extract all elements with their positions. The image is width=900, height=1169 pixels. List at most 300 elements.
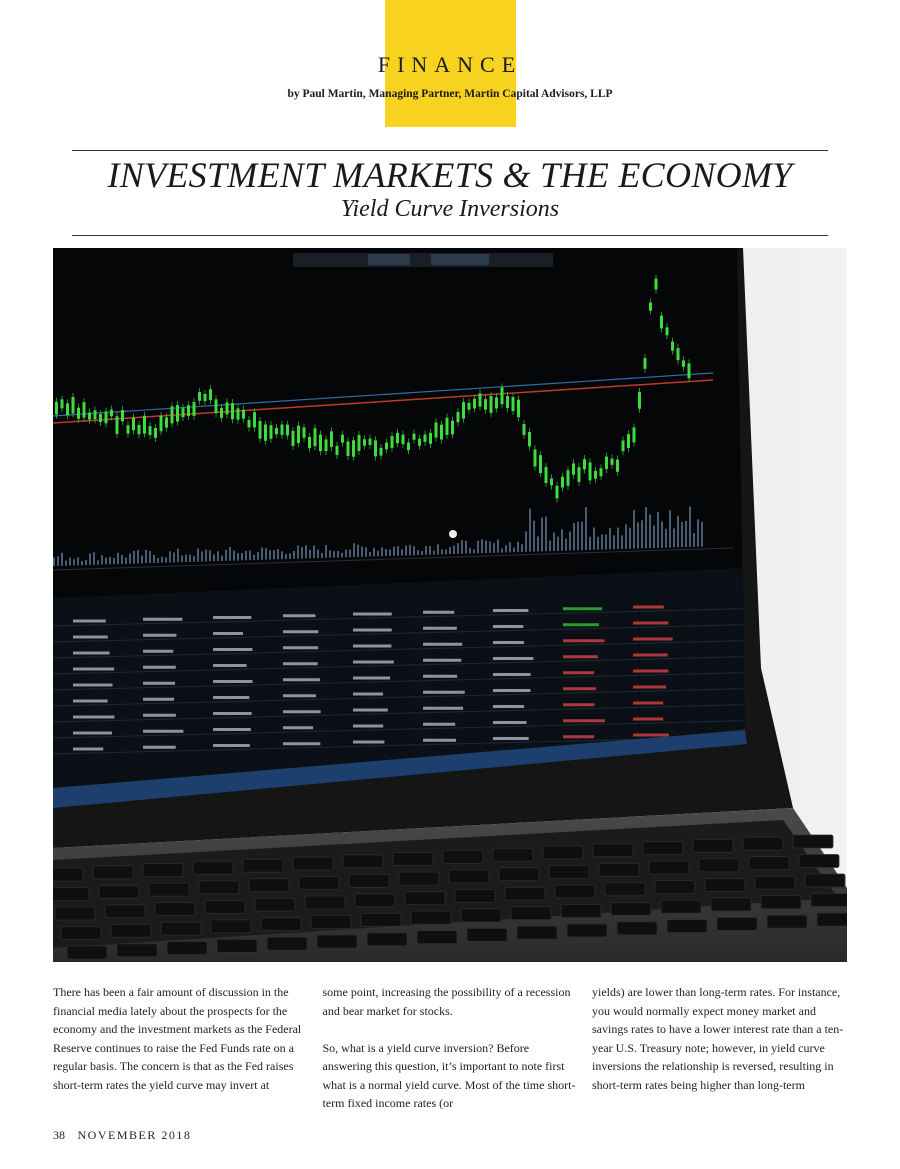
volume-bar [153,555,155,563]
volume-bar [601,535,603,550]
laptop-stock-chart-photo [53,248,847,962]
volume-bar [385,549,387,556]
table-cell [633,606,664,609]
candle [655,279,658,290]
volume-bar [465,541,467,554]
volume-bar [473,549,475,553]
volume-bar [529,509,531,552]
candle [468,403,471,410]
article-subtitle: Yield Curve Inversions [340,196,560,222]
keyboard-key [343,855,383,868]
article-body [53,983,847,1113]
volume-bar [413,546,415,555]
volume-bar [237,553,239,560]
candle [341,435,344,443]
keyboard-key [349,874,389,887]
candle [110,410,113,417]
candle [116,416,119,434]
table-cell [213,744,250,747]
table-cell [493,609,528,612]
volume-bar [649,515,651,549]
candle [99,414,102,422]
candle [666,327,669,335]
candle [187,405,190,416]
table-cell [73,652,110,655]
table-cell [633,638,673,641]
volume-bar [217,551,219,561]
keyboard-key [743,837,783,850]
table-cell [283,662,318,665]
keyboard-key [443,850,483,863]
volume-bar [549,541,551,551]
table-cell [633,654,668,657]
volume-bar [665,529,667,548]
volume-bar [453,546,455,554]
table-cell [283,614,315,617]
table-cell [563,719,605,722]
candle [171,406,174,423]
table-cell [563,623,599,626]
volume-bar [597,537,599,550]
keyboard-key [111,924,151,937]
volume-bar [537,536,539,551]
candle [231,403,234,419]
volume-bar [489,541,491,553]
volume-bar [197,548,199,561]
volume-bar [149,551,151,563]
volume-bar [253,555,255,560]
table-cell [633,718,663,721]
candle [424,435,427,442]
candle [567,470,570,485]
candle [638,392,641,409]
volume-bar [249,550,251,560]
candle [649,303,652,311]
table-cell [73,668,114,671]
keyboard-key [399,872,439,885]
table-cell [353,677,390,680]
keyboard-key [505,887,545,900]
candle [121,410,124,421]
candle [94,410,97,419]
candle [259,421,262,439]
candle [363,439,366,445]
volume-bar [481,539,483,553]
keyboard-key [555,885,595,898]
volume-bar [697,519,699,546]
candle [253,412,256,427]
candle [380,448,383,456]
candle [198,392,201,401]
table-cell [143,682,175,685]
volume-bar [317,550,319,558]
candle [644,358,647,369]
volume-bar [617,528,619,549]
keyboard-key [711,898,751,911]
table-cell [353,629,392,632]
volume-bar [89,554,91,565]
table-cell [143,730,183,733]
keyboard-key [417,931,457,944]
volume-bar [641,520,643,548]
keyboard-key [143,864,183,877]
table-cell [563,655,598,658]
keyboard-key [499,868,539,881]
table-cell [73,684,112,687]
candle [589,462,592,480]
keyboard-key [805,874,845,887]
keyboard-key [567,924,607,937]
candle [303,427,306,437]
volume-bar [157,558,159,563]
volume-bar [369,552,371,557]
candle [451,421,454,435]
volume-bar [417,550,419,555]
keyboard-key [261,918,301,931]
volume-bar [521,544,523,552]
volume-bar [209,550,211,561]
column-2 [323,983,578,1113]
volume-bar [333,551,335,557]
candle [396,433,399,443]
volume-bar [461,540,463,554]
keyboard-key [599,863,639,876]
volume-bar [177,549,179,563]
volume-bar [517,542,519,552]
volume-bar [561,529,563,550]
candle [182,408,185,417]
candle [677,348,680,360]
table-cell [283,742,320,745]
table-cell [423,739,456,742]
volume-bar [349,550,351,557]
keyboard-key [461,909,501,922]
candle [242,410,245,419]
volume-bar [285,554,287,559]
volume-bar [681,522,683,547]
volume-bar [469,548,471,554]
table-cell [563,607,602,610]
volume-bar [273,550,275,559]
volume-bar [281,551,283,559]
table-cell [633,686,666,689]
keyboard-key [193,861,233,874]
table-cell [493,705,524,708]
price-box-left [368,254,410,265]
keyboard-key [93,866,133,879]
candle [402,435,405,445]
table-cell [633,702,663,705]
volume-bar [265,548,267,559]
candle [105,412,108,424]
table-cell [283,646,318,649]
paragraph: yields) are lower than long-term rates. For instance, you would normally expect money market and savings rates to have a lower interest rate than a ten-year U.S. Treasury note; however, in yield curve inversions the relationship is reversed, resulting in short-term rates being higher than long-term [592,985,844,1092]
volume-bar [673,528,675,547]
candle [517,400,520,418]
table-cell [213,696,249,699]
candle [528,432,531,446]
keyboard-key [661,900,701,913]
table-cell [423,659,461,662]
volume-bar [233,551,235,561]
volume-bar [297,545,299,558]
table-cell [143,650,173,653]
volume-bar [437,544,439,554]
candle [127,425,130,433]
volume-bar [141,556,143,564]
table-cell [353,725,383,728]
table-cell [493,737,529,740]
table-cell [283,726,313,729]
volume-bar [257,552,259,560]
volume-bar [577,522,579,551]
volume-bar [357,545,359,557]
volume-bar [301,547,303,559]
volume-bar [65,561,67,566]
volume-bar [657,512,659,548]
candle [248,420,251,428]
table-cell [563,703,595,706]
column-3 [592,983,847,1113]
candle [490,396,493,413]
price-box-right [431,254,489,265]
candle [633,427,636,442]
table-cell [143,634,176,637]
table-cell [143,746,176,749]
candle [413,434,416,440]
volume-bar [441,549,443,554]
keyboard-key [755,876,795,889]
volume-bar [345,550,347,558]
volume-bar [73,559,75,565]
candle [550,478,553,485]
candle [539,455,542,473]
volume-bar [269,550,271,559]
volume-bar [613,535,615,549]
volume-bar [57,556,59,566]
volume-bar [325,545,327,558]
candle [561,477,564,488]
keyboard-key [649,861,689,874]
page-number: 38 [53,1128,65,1142]
paragraph: some point, increasing the possibility of a recession and bear market for stocks. [322,985,571,1018]
candle [385,443,388,450]
candle [336,446,339,455]
volume-bar [229,547,231,561]
table-cell [353,613,392,616]
candle [506,396,509,408]
candle [616,460,619,472]
volume-bar [661,521,663,547]
volume-bar [565,539,567,551]
volume-bar [633,510,635,549]
volume-bar [117,553,119,564]
volume-bar [377,551,379,557]
table-cell [493,657,533,660]
byline: by Paul Martin, Managing Partner, Martin Capital Advisors, LLP [287,88,613,100]
table-cell [563,687,596,690]
keyboard-key [643,842,683,855]
keyboard-key [293,857,333,870]
candle [556,486,559,499]
volume-bar [97,560,99,564]
keyboard-key [693,839,733,852]
candle [495,397,498,408]
volume-bar [585,507,587,550]
keyboard-key [561,905,601,918]
volume-bar [373,548,375,557]
keyboard-key [817,913,847,926]
volume-bar [341,553,343,558]
keyboard-key [393,853,433,866]
volume-bar [361,547,363,557]
table-cell [73,636,108,639]
table-cell [563,639,605,642]
volume-bar [557,537,559,551]
candle [671,342,674,351]
table-cell [423,643,462,646]
volume-bar [393,547,395,556]
keyboard-key [593,844,633,857]
volume-bar [353,543,355,557]
table-cell [143,698,174,701]
table-cell [493,625,523,628]
section-label: FINANCE [377,52,523,77]
keyboard-key [305,896,345,909]
candle [220,408,223,418]
candle [275,428,278,434]
volume-bar [169,551,171,562]
volume-bar [321,553,323,558]
candle [215,399,218,413]
table-cell [493,641,524,644]
volume-bar [277,549,279,559]
keyboard-key [99,885,139,898]
volume-bar [701,522,703,547]
keyboard-key [255,898,295,911]
candle [176,405,179,422]
candle [429,433,432,444]
volume-bar [221,556,223,561]
volume-bar [425,546,427,555]
candle [143,416,146,434]
keyboard-key [267,937,307,950]
candle [61,399,64,408]
volume-bar [653,525,655,548]
volume-bar [145,550,147,563]
keyboard-key [149,883,189,896]
table-cell [633,734,669,737]
keyboard-key [249,879,289,892]
table-cell [213,632,243,635]
candle [281,425,284,435]
volume-bar [193,556,195,562]
candle [688,363,691,378]
table-cell [423,675,457,678]
volume-bar [541,518,543,552]
keyboard-key [167,942,207,955]
candle [204,394,207,401]
keyboard-key [799,855,839,868]
table-cell [353,661,394,664]
candle [319,435,322,451]
candle [149,426,152,435]
volume-bar [309,550,311,558]
table-cell [73,732,112,735]
volume-bar [397,546,399,556]
screen-toolbar [293,253,553,267]
volume-bar [457,543,459,554]
keyboard-key [761,896,801,909]
volume-bar [77,557,79,565]
volume-bar [429,546,431,555]
keyboard-key [205,900,245,913]
table-cell [423,627,457,630]
keyboard-key [317,935,357,948]
keyboard-key [467,928,507,941]
table-cell [423,707,463,710]
bottom-rule [72,235,828,236]
keyboard-key [67,946,107,959]
volume-bar [201,551,203,561]
table-cell [213,616,251,619]
volume-bar [645,507,647,548]
volume-bar [113,558,115,564]
volume-bar [593,527,595,549]
candle [600,468,603,476]
volume-bar [85,560,87,565]
volume-bar [289,554,291,559]
table-cell [213,648,252,651]
keyboard-key [455,889,495,902]
candle [578,467,581,482]
keyboard-key [617,922,657,935]
keyboard-key [53,888,89,901]
candle [369,439,372,445]
table-cell [213,680,253,683]
candle [292,431,295,446]
candle [138,425,141,434]
table-cell [493,689,530,692]
page-footer [53,1128,191,1143]
paragraph: So, what is a yield curve inversion? Before answering this question, it’s important to note first what is a normal yield curve. Most of the time short-term fixed income rates (or [322,1040,576,1110]
volume-bar [245,551,247,561]
column-1 [53,983,308,1113]
keyboard-key [161,922,201,935]
table-cell [73,700,108,703]
keyboard-key [511,907,551,920]
candle [154,428,157,438]
volume-bar [93,552,95,565]
keyboard-key [543,846,583,859]
volume-bar [605,534,607,549]
candle [660,316,663,329]
table-cell [73,748,103,751]
volume-bar [133,551,135,564]
candle [418,439,421,446]
candle [682,360,685,366]
keyboard-key [55,907,95,920]
candle [270,425,273,439]
paragraph: There has been a fair amount of discussion in the financial media lately about the prospects for the economy and the investment markets as the Federal Reserve continues to raise the Fed Funds rate on a regular basis. The concern is that as the Fed raises short-term rates the yield curve may invert at [53,985,302,1092]
keyboard-key [199,881,239,894]
table-cell [423,611,454,614]
candle [457,412,460,422]
keyboard-key [667,920,707,933]
volume-bar [421,551,423,555]
table-cell [423,691,465,694]
keyboard-key [155,903,195,916]
